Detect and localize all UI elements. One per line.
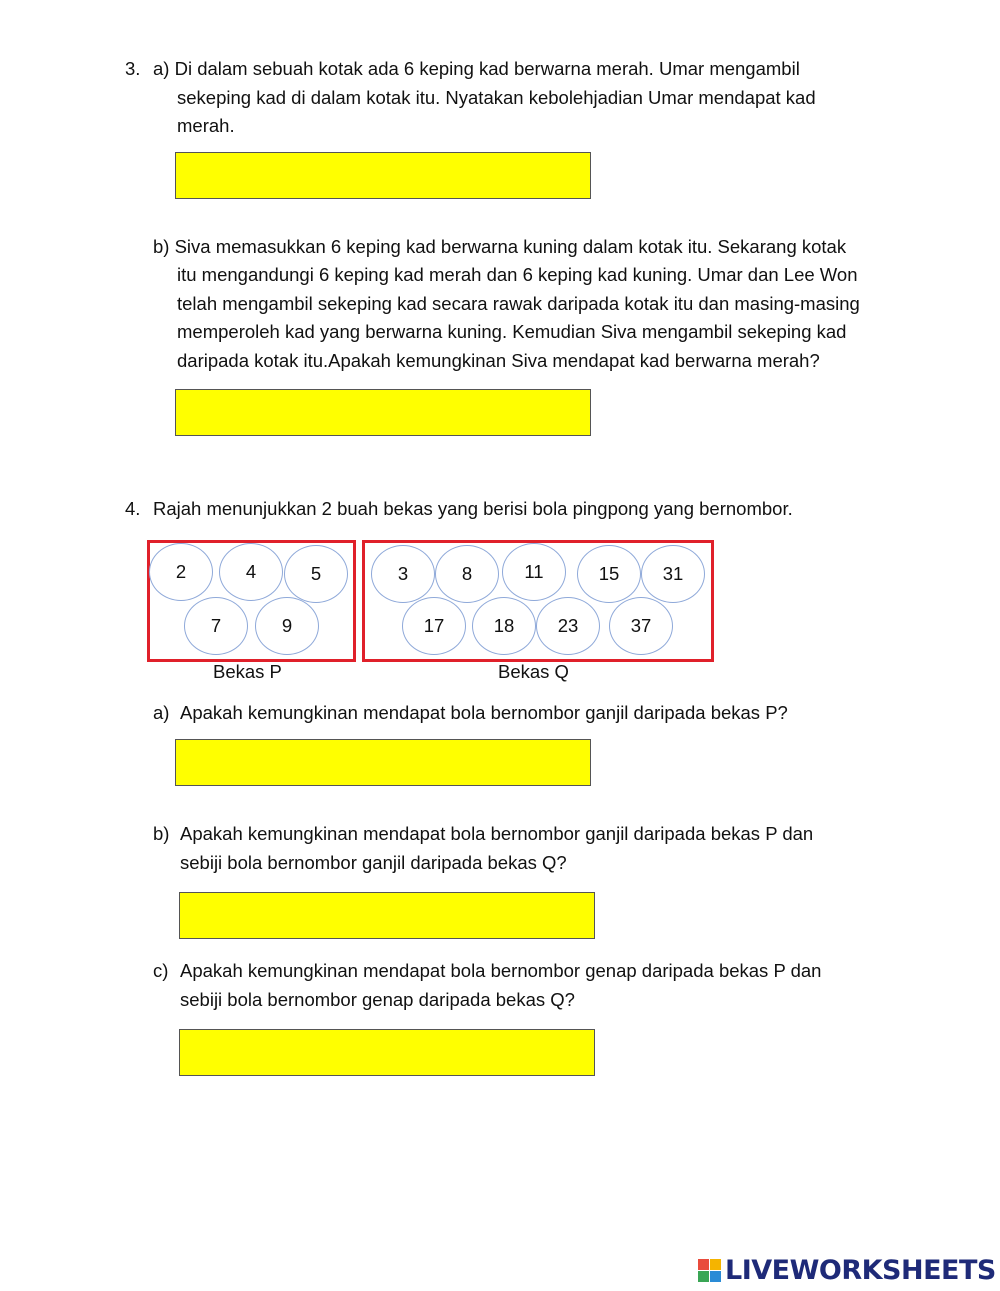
q4a-answer-input[interactable] [176,740,590,785]
q4c-answer-box[interactable] [179,1029,595,1076]
q4b-label: b) [153,823,170,844]
ball-q-18: 18 [472,597,536,655]
ball-p-7: 7 [184,597,248,655]
q3b-text-line-2: itu mengandungi 6 keping kad merah dan 6 keping kad kuning. Umar dan Lee Won [177,264,858,285]
ball-p-4: 4 [219,543,283,601]
q3a-answer-input[interactable] [176,153,590,198]
logo-square-yellow [710,1259,721,1270]
liveworksheets-logo-icon [698,1259,721,1282]
q4c-text-line-1: Apakah kemungkinan mendapat bola bernombor genap daripada bekas P dan [180,960,822,981]
ball-q-8: 8 [435,545,499,603]
q4c-label: c) [153,960,169,981]
q4b-text-line-1: Apakah kemungkinan mendapat bola bernombor ganjil daripada bekas P dan [180,823,814,844]
liveworksheets-logo-text: LIVEWORKSHEETS [725,1255,996,1286]
q3b-text-line-4: memperoleh kad yang berwarna kuning. Kemudian Siva mengambil sekeping kad [177,321,847,342]
q4b-answer-box[interactable] [179,892,595,939]
ball-p-2: 2 [149,543,213,601]
q4c-text-line-2: sebiji bola bernombor genap daripada bekas Q? [180,989,575,1010]
logo-square-blue [710,1271,721,1282]
q4-intro: Rajah menunjukkan 2 buah bekas yang berisi bola pingpong yang bernombor. [153,498,793,519]
q3b-answer-input[interactable] [176,390,590,435]
liveworksheets-logo [698,1255,996,1286]
q3a-answer-box[interactable] [175,152,591,199]
ball-q-23: 23 [536,597,600,655]
q4a-label: a) [153,702,170,723]
q3b-text-line-5: daripada kotak itu.Apakah kemungkinan Siva mendapat kad berwarna merah? [177,350,820,371]
q3b-answer-box[interactable] [175,389,591,436]
q3b-text-line-1: b) Siva memasukkan 6 keping kad berwarna kuning dalam kotak itu. Sekarang kotak [153,236,847,257]
q4c-answer-input[interactable] [180,1030,594,1075]
q3-number: 3. [125,58,141,79]
ball-p-9: 9 [255,597,319,655]
logo-square-green [698,1271,709,1282]
q3a-text-line-2: sekeping kad di dalam kotak itu. Nyatakan kebolehjadian Umar mendapat kad [177,87,816,108]
q3b-text-line-3: telah mengambil sekeping kad secara rawak daripada kotak itu dan masing-masing [177,293,860,314]
ball-q-15: 15 [577,545,641,603]
bekas-p-label: Bekas P [213,661,282,682]
ball-q-31: 31 [641,545,705,603]
ball-q-17: 17 [402,597,466,655]
ball-p-5: 5 [284,545,348,603]
q3a-text-line-1: a) Di dalam sebuah kotak ada 6 keping kad berwarna merah. Umar mengambil [153,58,800,79]
q4-number: 4. [125,498,141,519]
ball-q-3: 3 [371,545,435,603]
q4b-answer-input[interactable] [180,893,594,938]
ball-q-11: 11 [502,543,566,601]
bekas-q-label: Bekas Q [498,661,569,682]
q4b-text-line-2: sebiji bola bernombor ganjil daripada bekas Q? [180,852,567,873]
q3a-text-line-3: merah. [177,115,235,136]
q4a-text: Apakah kemungkinan mendapat bola bernombor ganjil daripada bekas P? [180,702,788,723]
ball-q-37: 37 [609,597,673,655]
logo-square-red [698,1259,709,1270]
q4a-answer-box[interactable] [175,739,591,786]
